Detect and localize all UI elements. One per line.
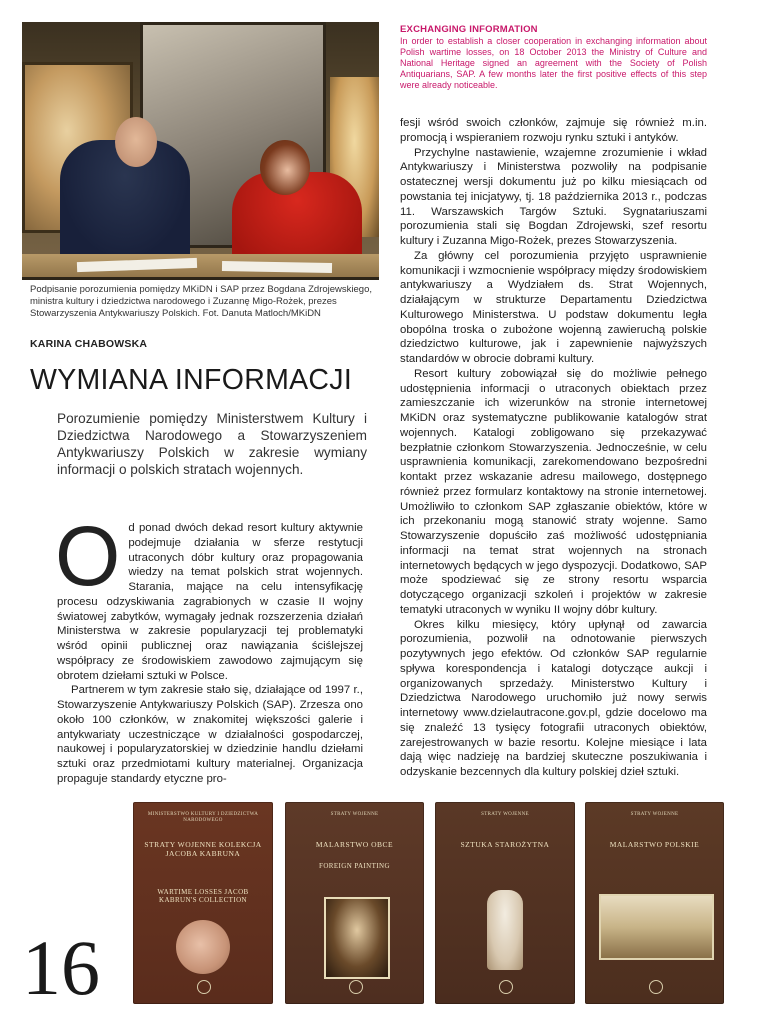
- paragraph: Przychylne nastawienie, wzajemne zrozumienie i wkład Antykwariuszy i Ministerstwa pozwoliły na podpisanie ostatecznej wersji dokumentu już po kilku miesiącach od powstania tej inicjatywy, tj. 18 października 2013 r., podczas 11. Warszawskich Targów Sztuki. Sygnatariuszami porozumienia stali się Bogdan Zdrojewski, szef resortu kultury i Zuzanna Migo-Rożek, prezes Stowarzyszenia.: [400, 146, 707, 247]
- landscape-painting-image: [599, 894, 714, 960]
- sidebar-summary: In order to establish a closer cooperation in exchanging information about Polish wartime losses, on 18 October 2013 the Ministry of Culture and National Heritage signed an agreement with the Society of Polish Antiquarians, SAP. A few months later the first positive effects of this step were already noticeable.: [400, 36, 707, 90]
- cover-subtitle: WARTIME LOSSES JACOB KABRUN'S COLLECTION: [157, 888, 249, 904]
- cover-header: STRATY WOJENNE: [630, 812, 679, 817]
- signing-ceremony-photo: [22, 22, 379, 280]
- cover-header: STRATY WOJENNE: [481, 812, 529, 817]
- page-number: 16: [22, 924, 100, 1011]
- paragraph: Za główny cel porozumienia przyjęto usprawnienie komunikacji i wzmocnienie współpracy między środowiskiem antykwariuszy a Wydziałem ds. Strat Wojennych, działającym w strukturze Departamentu Dziedzictwa Kulturowego Ministerstwa. U podstaw dokumentu legła obopólna troska o zubożone wojenną zawieruchą polskie dziedzictwo kulturowe, jak i zapewnienie najwyższych standardów w obrocie dobrami kultury.: [400, 249, 707, 365]
- drop-cap: O: [55, 509, 121, 603]
- catalog-cover-foreign-painting: [285, 802, 424, 1004]
- catalog-cover-kabrun: [133, 802, 273, 1004]
- eagle-emblem-icon: [499, 980, 513, 994]
- cover-title: STRATY WOJENNE KOLEKCJA JACOBA KABRUNA: [144, 840, 262, 858]
- paragraph: Resort kultury zobowiązał się do możliwie pełnego udostępnienia informacji o utraconych obiektach przez zamieszczanie ich wizerunków na stronie internetowej MKiDN oraz systematyczne publikowanie katalogów strat wojennych. Katalogi zobligowano się przekazywać bezpłatnie członkom Stowarzyszenia. Jednocześnie, w celu usprawnienia komunikacji, zarekomendowano bezpośredni kontakt przez wskazanie adresu mailowego, dostępnego również przez formularz kontaktowy na stronie internetowej. Umożliwiło to członkom SAP zgłaszanie obiektów, które w ich przekonaniu mogą stanowić straty wojenne. Samo Stowarzyszenie dopuściło zaś możliwość udostępniania informacji na temat strat wojennych na stronach internetowych będących w jego dyspozycji. Dodatkowo, SAP może spodziewać się ze strony resortu wsparcia dotyczącego organizacji szkoleń i projektów w zakresie tematyki utraconych w wyniku II wojny dóbr kultury.: [400, 367, 707, 616]
- sidebar-title: EXCHANGING INFORMATION: [400, 24, 538, 35]
- eagle-emblem-icon: [649, 980, 663, 994]
- table-edge: [22, 277, 379, 280]
- portrait-image: [324, 897, 390, 979]
- eagle-emblem-icon: [349, 980, 363, 994]
- catalog-cover-ancient-art: [435, 802, 575, 1004]
- paragraph: Okres kilku miesięcy, który upłynął od zawarcia porozumienia, pozwolił na odnotowanie pierwszych pozytywnych jego efektów. Od członków SAP regularnie spływa korespondencja i katalogi dotyczące aukcji i organizowanych sprzedaży. Ministerstwo Kultury i Dziedzictwa Narodowego uruchomiło już nowy serwis internetowy www.dzielautracone.gov.pl, gdzie docelowo ma się znaleźć 13 tysięcy fotografii utraconych obiektów, zarejestrowanych w bazie resortu. Kolejne miesiące i lata dają więc nadzieję na bardziej skuteczne poszukiwania i odzyskanie bezcennych dla kultury polskiej dzieł sztuki.: [400, 618, 707, 778]
- paragraph: Partnerem w tym zakresie stało się, działające od 1997 r., Stowarzyszenie Antykwariuszy Polskich (SAP). Zrzesza ono około 100 członków, w znakomitej większości galerie i antykwariaty uczestniczące w działalności gospodarczej, naukowej i popularyzatorskiej w dziedzinie handlu dziełami sztuki oraz przedmiotami kultury materialnej. Organizacja propaguje standardy etyczne pro-: [57, 684, 363, 785]
- article-headline: WYMIANA INFORMACJI: [30, 364, 353, 396]
- cover-subtitle: FOREIGN PAINTING: [319, 862, 390, 870]
- paragraph: fesji wśród swoich członków, zajmuje się również m.in. promocją i wspieraniem rozwoju rynku sztuki i antyków.: [400, 117, 707, 144]
- president-head: [260, 140, 310, 195]
- article-column-right: [400, 116, 707, 780]
- paragraph: d ponad dwóch dekad resort kultury aktywnie podejmuje działania w sferze restytucji utraconych dóbr kultury oraz propagowania wiedzy na temat polskich strat wojennych. Starania, mające na celu intensyfikację procesu odzyskiwania zagrabionych w czasie II wojny światowej zabytków, wymagały jednak rozszerzenia działań Ministerstwa w zakresie popularyzacji tej problematyki wśród opinii publicznej oraz nawiązania ściślejszej współpracy ze środowiskiem zawodowo zajmującym się obrotem dziełami sztuki w Polsce.: [57, 522, 363, 682]
- cover-title: MALARSTWO POLSKIE: [609, 840, 700, 849]
- medal-image: [176, 920, 230, 974]
- minister-head: [115, 117, 157, 167]
- catalog-cover-polish-painting: [585, 802, 724, 1004]
- eagle-emblem-icon: [197, 980, 211, 994]
- cover-title: SZTUKA STAROŻYTNA: [460, 840, 550, 849]
- agreement-document-right: [222, 261, 332, 273]
- cover-header: MINISTERSTWO KULTURY I DZIEDZICTWA NARODOWEGO: [147, 812, 259, 823]
- article-column-left: [55, 509, 363, 787]
- cover-title: MALARSTWO OBCE: [315, 840, 394, 849]
- article-lead: Porozumienie pomiędzy Ministerstwem Kultury i Dziedzictwa Narodowego a Stowarzyszeniem Antykwariuszy Polskich w zakresie wymiany informacji o polskich stratach wojennych.: [57, 411, 367, 477]
- statue-image: [487, 890, 523, 970]
- article-author: KARINA CHABOWSKA: [30, 338, 148, 350]
- photo-caption: Podpisanie porozumienia pomiędzy MKiDN i SAP przez Bogdana Zdrojewskiego, ministra kultury i dziedzictwa narodowego i Zuzannę Migo-Rożek, prezes Stowarzyszenia Antykwariuszy Polskich. Fot. Danuta Matloch/MKiDN: [30, 284, 372, 319]
- cover-header: STRATY WOJENNE: [330, 812, 379, 817]
